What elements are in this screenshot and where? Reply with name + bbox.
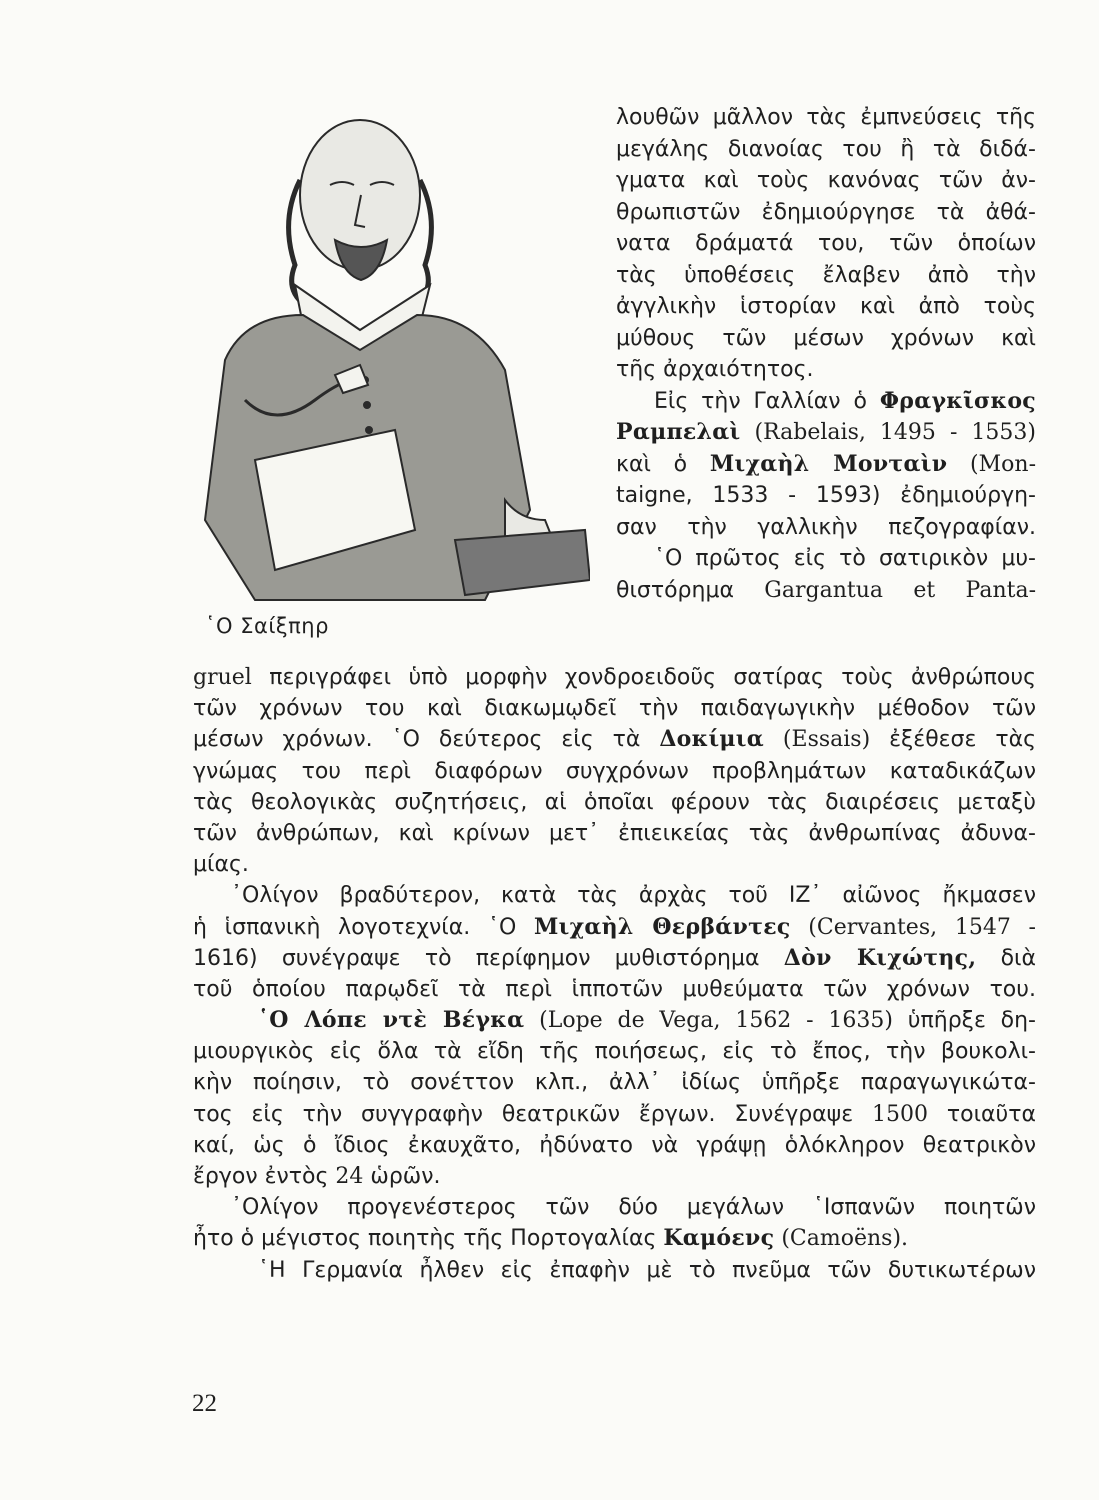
text-line: ἀγγλικὴν ἱστορίαν καὶ ἀπὸ τοὺς [616,294,1036,319]
text-line: μέσων χρόνων. ῾Ο δεύτερος εἰς τὰ Δοκίμια (Essais) ἐξέθεσε τὰς [193,726,1037,753]
text-line: ἦτο ὁ μέγιστος ποιητὴς τῆς Πορτογαλίας Καμόενς (Camoëns). [193,1225,909,1252]
right-column-text [616,102,1036,606]
page-number: 22 [192,1390,217,1417]
text-line: γνώμας του περὶ διαφόρων συγχρόνων προβλημάτων καταδικάζων [193,758,1036,784]
text-line: μύθους τῶν μέσων χρόνων καὶ [616,325,1036,351]
text-line: τῆς ἀρχαιότητος. [616,357,814,382]
person-name: Καμόενς [663,1225,775,1252]
text-line: κὴν ποίησιν, τὸ σονέττον κλπ., ἀλλ᾽ ἰδίως ὑπῆρξε παραγωγικώτα- [193,1070,1036,1096]
work-title: Δοκίμια [659,726,764,753]
text-line: ἔργον ἐντὸς 24 ὡρῶν. [193,1164,441,1189]
person-name: Φραγκῖσκος [879,387,1036,414]
text-line: καί, ὡς ὁ ἴδιος ἐκαυχᾶτο, ἠδύνατο νὰ γράψῃ ὁλόκληρον θεατρικὸν [193,1132,1036,1158]
text-line: Εἰς τὴν Γαλλίαν ὁ Φραγκῖσκος [654,387,1036,414]
text-line: ῾Ο Λόπε ντὲ Βέγκα (Lope de Vega, 1562 - 1635) ὑπῆρξε δη- [258,1007,1036,1034]
full-width-text [193,662,1036,1286]
person-name: Ραμπελαὶ [616,419,741,445]
text-line: μεγάλης διανοίας του ἢ τὰ διδά- [616,136,1036,162]
text-line: ἡ ἱσπανικὴ λογοτεχνία. ῾Ο Μιχαὴλ Θερβάντες (Cervantes, 1547 - [193,913,1036,940]
person-name: Μιχαὴλ Θερβάντες [534,913,791,940]
text-line: gruel περιγράφει ὑπὸ μορφὴν χονδροειδοῦς σατίρας τοὺς ἀνθρώπους [193,665,1036,690]
shakespeare-portrait [185,100,590,605]
text-line: τοῦ ὁποίου παρῳδεῖ τὰ περὶ ἱπποτῶν μυθεύματα τῶν χρόνων του. [193,976,1036,1002]
text-line: τὰς θεολογικὰς συζητήσεις, αἱ ὁποῖαι φέρουν τὰς διαιρέσεις μεταξὺ [193,789,1036,815]
text-line: μιουργικὸς εἰς ὅλα τὰ εἴδη τῆς ποιήσεως, εἰς τὸ ἔπος, τὴν βουκολι- [193,1039,1036,1065]
person-name: ῾Ο Λόπε ντὲ Βέγκα [258,1007,525,1034]
text-line: σαν τὴν γαλλικὴν πεζογραφίαν. [616,514,1036,540]
text-line: γματα καὶ τοὺς κανόνας τῶν ἀν- [616,168,1036,193]
text-line: λουθῶν μᾶλλον τὰς ἐμπνεύσεις τῆς [616,105,1036,130]
work-title: Δὸν Κιχώτης, [783,944,977,971]
text-line: θιστόρημα Gargantua et Panta- [616,577,1037,603]
text-line: ῾Ο πρῶτος εἰς τὸ σατιρικὸν μυ- [654,546,1036,571]
text-line: τὰς ὑποθέσεις ἔλαβεν ἀπὸ τὴν [616,262,1036,288]
text-line: τῶν ἀνθρώπων, καὶ κρίνων μετ᾽ ἐπιεικείας τὰς ἀνθρωπίνας ἀδυνα- [193,820,1036,846]
text-line: ᾽Ολίγον βραδύτερον, κατὰ τὰς ἀρχὰς τοῦ ΙΖ᾽ αἰῶνος ἤκμασεν [231,883,1036,909]
text-line: καὶ ὁ Μιχαὴλ Μονταὶν (Mon- [616,450,1036,477]
text-line: ᾽Ολίγον προγενέστερος τῶν δύο μεγάλων ῾Ισπανῶν ποιητῶν [231,1195,1036,1221]
text-line: 1616) συνέγραψε τὸ περίφημον μυθιστόρημα Δὸν Κιχώτης, διὰ [193,944,1036,971]
text-line: νατα δράματά του, τῶν ὁποίων [616,231,1036,256]
text-line: τῶν χρόνων του καὶ διακωμῳδεῖ τὴν παιδαγωγικὴν μέθοδον τῶν [193,696,1036,722]
text-line: θρωπιστῶν ἐδημιούργησε τὰ ἀθά- [616,199,1036,225]
text-line: τος εἰς τὴν συγγραφὴν θεατρικῶν ἔργων. Συνέγραψε 1500 τοιαῦτα [193,1101,1037,1127]
person-name: Μιχαὴλ Μονταὶν [709,450,948,477]
text-line: taigne, 1533 - 1593) ἐδημιούργη- [616,483,1036,508]
text-line: μίας. [193,852,249,878]
text-line: ῾Η Γερμανία ἦλθεν εἰς ἐπαφὴν μὲ τὸ πνεῦμα τῶν δυτικωτέρων [258,1257,1036,1283]
portrait-caption: ῾Ο Σαίξπηρ [205,614,329,638]
text-line: Ραμπελαὶ (Rabelais, 1495 - 1553) [616,419,1036,445]
